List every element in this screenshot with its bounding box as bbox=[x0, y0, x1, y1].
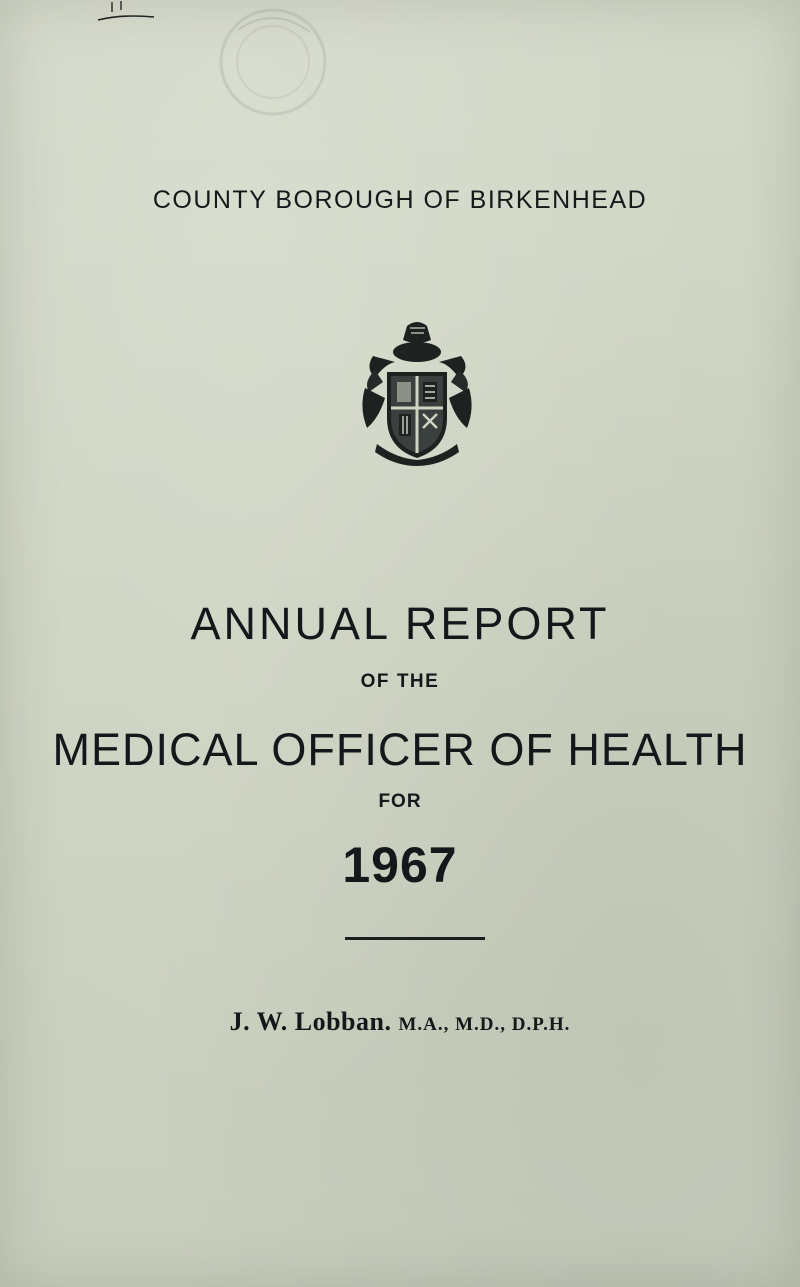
for-label: FOR bbox=[378, 791, 422, 812]
pencil-mark-icon bbox=[92, 0, 162, 22]
author-qualifications: M.A., M.D., D.P.H. bbox=[398, 1014, 571, 1035]
divider-rule bbox=[345, 937, 485, 940]
of-the-label: OF THE bbox=[360, 671, 440, 692]
report-title: ANNUAL REPORT bbox=[190, 598, 610, 649]
faded-library-stamp-icon bbox=[198, 0, 348, 130]
author-name: J. W. Lobban. bbox=[229, 1007, 392, 1036]
author-line bbox=[0, 1007, 800, 1037]
report-year: 1967 bbox=[342, 837, 458, 893]
issuing-authority: COUNTY BOROUGH OF BIRKENHEAD bbox=[152, 186, 648, 214]
coat-of-arms-icon bbox=[355, 318, 480, 466]
office-title: MEDICAL OFFICER OF HEALTH bbox=[52, 724, 748, 775]
